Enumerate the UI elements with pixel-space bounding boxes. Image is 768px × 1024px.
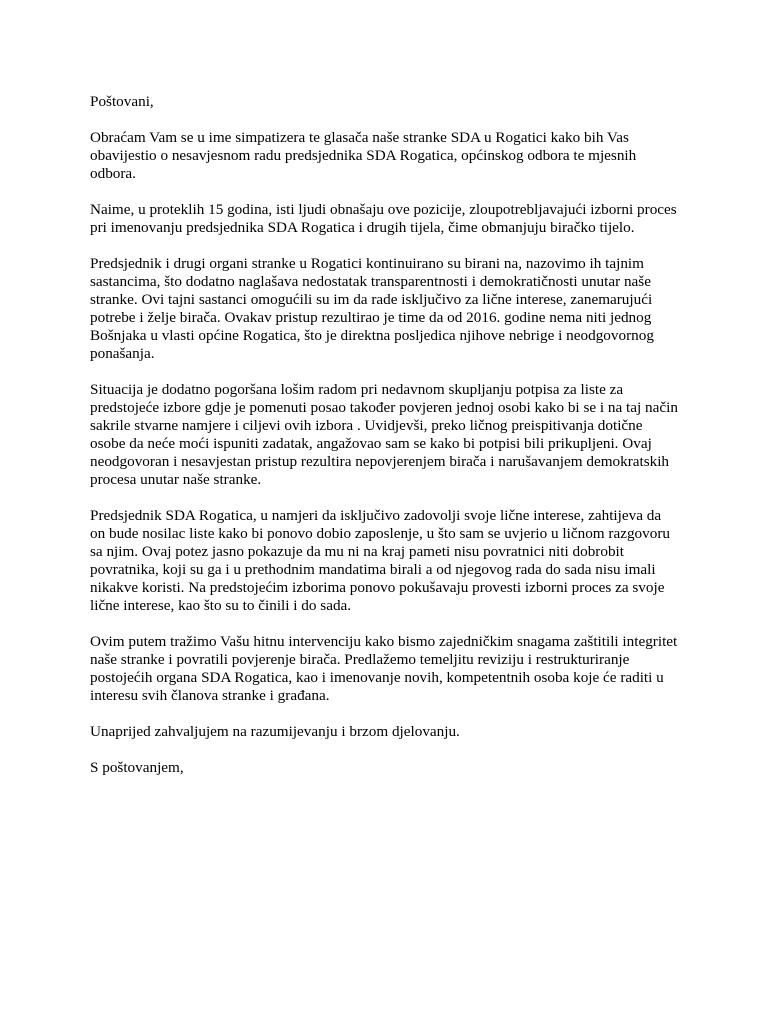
paragraph-president-interests: Predsjednik SDA Rogatica, u namjeri da isključivo zadovolji svoje lične interese, zahtijeva da on bude nosilac liste kako bi ponovo dobio zaposlenje, u što sam se uvjerio u ličnom razgovoru sa njim. Ovaj potez jasno pokazuje da mu ni na kraj pameti nisu povratnici niti dobrobit povratnika, koji su ga i u prethodnim mandatima birali a od njegovog rada do sada nisu imali nikakve koristi. Na predstojećim izborima ponovo pokušavaju provesti izborni proces za svoje lične interese, kao što su to činili i do sada. <box>90 507 670 614</box>
closing: S poštovanjem, <box>90 759 184 776</box>
paragraph-thanks: Unaprijed zahvaljujem na razumijevanju i brzom djelovanju. <box>90 723 460 740</box>
paragraph-secret-meetings: Predsjednik i drugi organi stranke u Rogatici kontinuirano su birani na, nazovimo ih tajnim sastancima, što dodatno naglašava nedostatak transparentnosti i demokratičnosti unutar naše stranke. Ovi tajni sastanci omogućili su im da rade isključivo za lične interese, zanemarujući potrebe i želje birača. Ovakav pristup rezultirao je time da od 2016. godine nema niti jednog Bošnjaka u vlasti općine Rogatica, što je direktna posljedica njihove nebrige i neodgovornog ponašanja. <box>90 255 654 362</box>
paragraph-request: Ovim putem tražimo Vašu hitnu intervenciju kako bismo zajedničkim snagama zaštitili integritet naše stranke i povratili povjerenje birača. Predlažemo temeljitu reviziju i restrukturiranje postojećih organa SDA Rogatica, kao i imenovanje novih, kompetentnih osoba koje će raditi u interesu svih članova stranke i građana. <box>90 633 678 704</box>
paragraph-signature-collection: Situacija je dodatno pogoršana lošim radom pri nedavnom skupljanju potpisa za liste za predstojeće izbore gdje je pomenuti posao također povjeren jednoj osobi kako bi se i na taj način sakrile stvarne namjere i ciljevi ovih izbora . Uvidjevši, preko ličnog preispitivanja dotične osobe da neće moći ispuniti zadatak, angažovao sam se kako bi potpisi bili prikupljeni. Ovaj neodgovoran i nesavjestan pristup rezultira nepovjerenjem birača i narušavanjem demokratskih procesa unutar naše stranke. <box>90 381 678 488</box>
letter-body <box>90 93 680 795</box>
paragraph-intro: Obraćam Vam se u ime simpatizera te glasača naše stranke SDA u Rogatici kako bih Vas obavijestio o nesavjesnom radu predsjednika SDA Rogatica, općinskog odbora te mjesnih odbora. <box>90 129 637 182</box>
paragraph-background: Naime, u proteklih 15 godina, isti ljudi obnašaju ove pozicije, zloupotrebljavajući izborni proces pri imenovanju predsjednika SDA Rogatica i drugih tijela, čime obmanjuju biračko tijelo. <box>90 201 677 236</box>
salutation: Poštovani, <box>90 93 154 110</box>
